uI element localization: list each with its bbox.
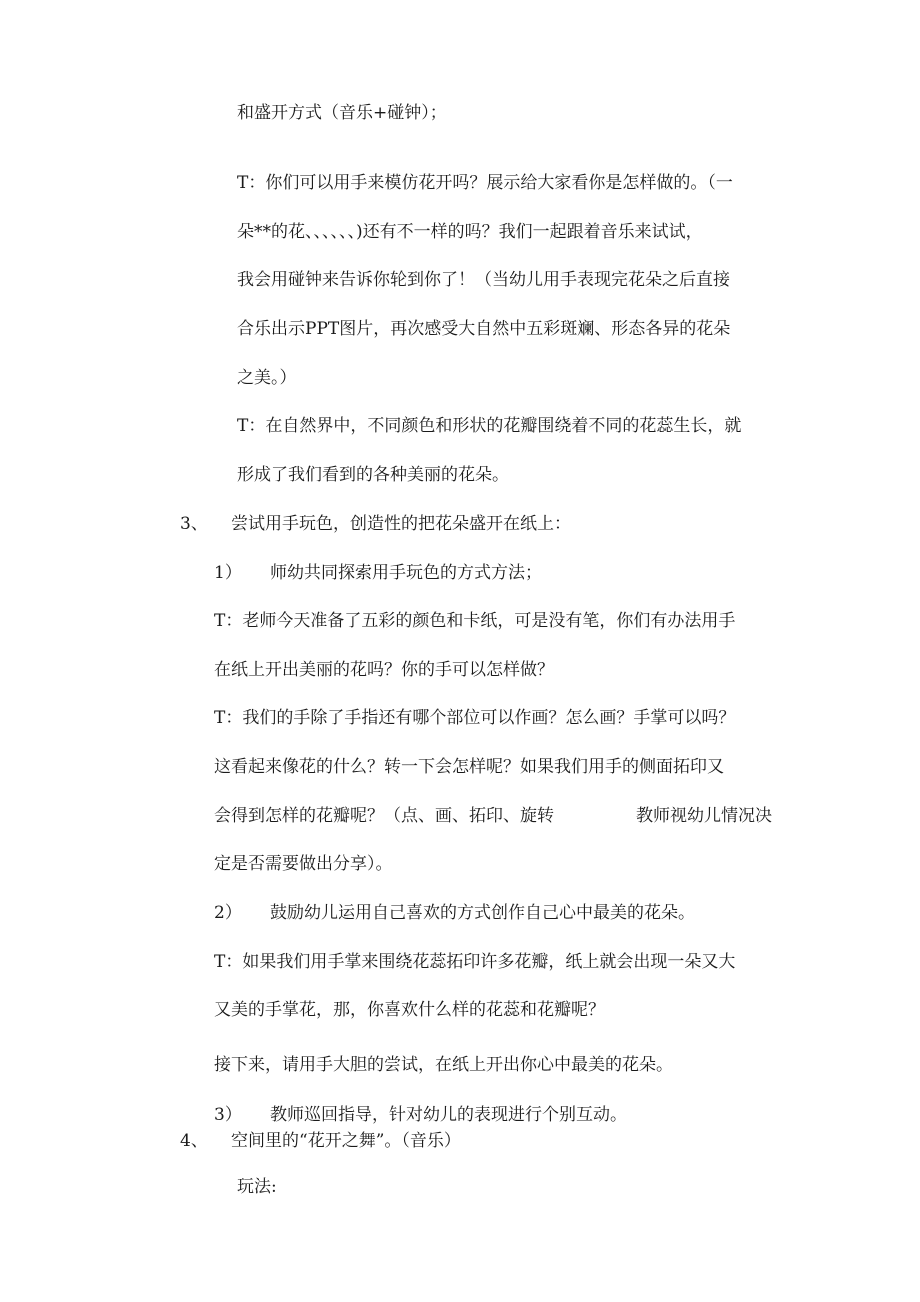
- paragraph-line: 合乐出示PPT图片，再次感受大自然中五彩斑斓、形态各异的花朵: [237, 319, 731, 339]
- subsection-number: 2）: [214, 903, 242, 923]
- section-heading: 尝试用手玩色，创造性的把花朵盛开在纸上：: [231, 514, 571, 534]
- paragraph-line: 在纸上开出美丽的花吗？你的手可以怎样做？: [214, 660, 554, 680]
- section-number: 3、: [180, 514, 208, 534]
- subsection-heading: 鼓励幼儿运用自己喜欢的方式创作自己心中最美的花朵。: [270, 903, 695, 923]
- paragraph-line: 和盛开方式（音乐+碰钟）；: [237, 103, 447, 123]
- paragraph-line: 朵**的花、、、、、、)还有不一样的吗？我们一起跟着音乐来试试，: [237, 222, 703, 242]
- paragraph-line: 会得到怎样的花瓣呢？（点、画、拓印、旋转: [214, 806, 554, 826]
- section-number: 4、: [180, 1131, 208, 1151]
- paragraph-line: T：如果我们用手掌来围绕花蕊拓印许多花瓣，纸上就会出现一朵又大: [214, 952, 736, 972]
- paragraph-line: T：老师今天准备了五彩的颜色和卡纸，可是没有笔，你们有办法用手: [214, 611, 736, 631]
- subsection-number: 1）: [214, 563, 242, 583]
- paragraph-line: 教师视幼儿情况决: [636, 806, 772, 826]
- paragraph-line: 玩法:: [237, 1177, 277, 1197]
- paragraph-line: 接下来，请用手大胆的尝试，在纸上开出你心中最美的花朵。: [214, 1055, 673, 1075]
- subsection-heading: 教师巡回指导，针对幼儿的表现进行个别互动。: [270, 1105, 627, 1125]
- paragraph-line: 形成了我们看到的各种美丽的花朵。: [237, 465, 509, 485]
- paragraph-line: T：在自然界中，不同颜色和形状的花瓣围绕着不同的花蕊生长，就: [237, 416, 742, 436]
- paragraph-line: 这看起来像花的什么？转一下会怎样呢？如果我们用手的侧面拓印又: [214, 757, 724, 777]
- subsection-heading: 师幼共同探索用手玩色的方式方法；: [270, 563, 542, 583]
- paragraph-line: 定是否需要做出分享）。: [214, 854, 393, 874]
- paragraph-line: T：我们的手除了手指还有哪个部位可以作画？怎么画？手掌可以吗？: [214, 708, 736, 728]
- paragraph-line: T：你们可以用手来模仿花开吗？展示给大家看你是怎样做的。（一: [237, 173, 733, 193]
- paragraph-line: 又美的手掌花，那，你喜欢什么样的花蕊和花瓣呢？: [214, 1000, 605, 1020]
- paragraph-line: 我会用碰钟来告诉你轮到你了！（当幼儿用手表现完花朵之后直接: [237, 270, 730, 290]
- subsection-number: 3）: [214, 1105, 242, 1125]
- paragraph-line: 之美。）: [237, 368, 297, 388]
- section-heading: 空间里的“花开之舞”。（音乐）: [231, 1131, 461, 1151]
